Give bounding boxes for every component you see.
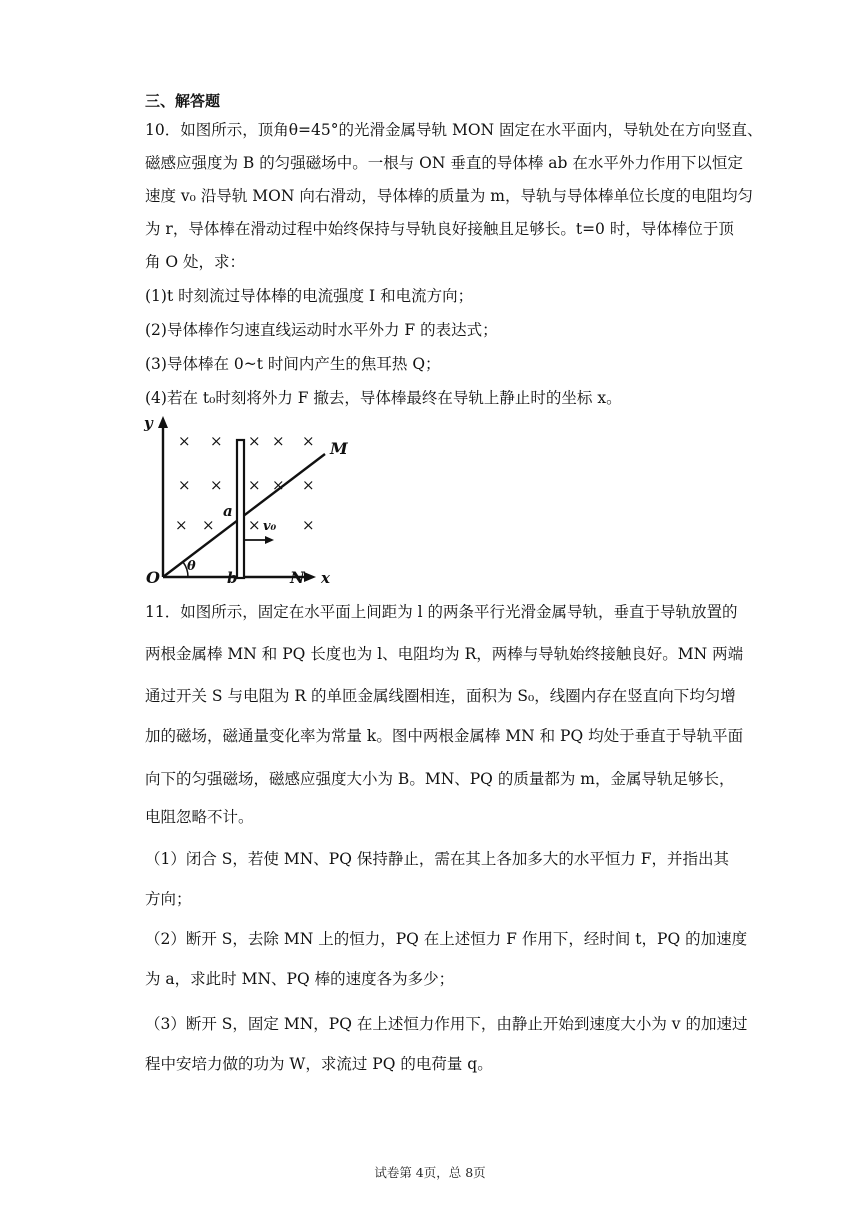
field-cross: × — [272, 476, 285, 494]
label-v0: v₀ — [263, 519, 277, 534]
q11-line: 向下的匀强磁场，磁感应强度大小为 B。MN、PQ 的质量都为 m，金属导轨足够长， — [145, 770, 735, 788]
q10-subquestion-4: (4)若在 t₀时刻将外力 F 撤去，导体棒最终在导轨上静止时的坐标 x。 — [145, 389, 622, 407]
field-cross: × — [178, 432, 191, 450]
q10-subquestion-3: (3)导体棒在 0~t 时间内产生的焦耳热 Q； — [145, 355, 441, 373]
q11-line: 电阻忽略不计。 — [145, 808, 254, 826]
field-cross: × — [210, 476, 223, 494]
field-cross: × — [248, 516, 261, 534]
q10-line: 为 r，导体棒在滑动过程中始终保持与导轨良好接触且足够长。t=0 时，导体棒位于顶 — [145, 220, 734, 238]
conductor-bar-ab — [237, 440, 244, 578]
label-x: x — [321, 569, 330, 584]
q11-line: 通过开关 S 与电阻为 R 的单匝金属线圈相连，面积为 S₀，线圈内存在竖直向下均匀增 — [145, 687, 736, 705]
label-theta: θ — [187, 559, 196, 574]
section-title: 三、解答题 — [145, 92, 221, 110]
q10-line: 速度 v₀ 沿导轨 MON 向右滑动，导体棒的质量为 m，导轨与导体棒单位长度的电阻均匀 — [145, 187, 753, 205]
q10-subquestion-2: (2)导体棒作匀速直线运动时水平外力 F 的表达式； — [145, 321, 498, 339]
field-cross: × — [272, 432, 285, 450]
q11-line: 两根金属棒 MN 和 PQ 长度也为 l、电阻均为 R，两棒与导轨始终接触良好。MN 两端 — [145, 645, 744, 663]
field-cross: × — [248, 432, 261, 450]
field-cross: × — [302, 516, 315, 534]
field-cross: × — [175, 516, 188, 534]
label-m: M — [330, 439, 348, 458]
page-footer: 试卷第 4页，总 8页 — [374, 1165, 486, 1180]
q11-line: 加的磁场，磁通量变化率为常量 k。图中两根金属棒 MN 和 PQ 均处于垂直于导轨平面 — [145, 727, 744, 745]
label-a: a — [223, 502, 233, 520]
field-cross: × — [202, 516, 215, 534]
q11-subquestion-2: （2）断开 S，去除 MN 上的恒力，PQ 在上述恒力 F 作用下，经时间 t，PQ 的加速度 — [145, 930, 748, 948]
q10-line: 10．如图所示，顶角θ=45°的光滑金属导轨 MON 固定在水平面内，导轨处在方向竖直、 — [145, 121, 763, 139]
label-y: y — [144, 414, 153, 432]
field-cross: × — [248, 476, 261, 494]
field-cross: × — [178, 476, 191, 494]
x-axis-arrow-icon — [304, 572, 316, 582]
q10-line: 磁感应强度为 B 的匀强磁场中。一根与 ON 垂直的导体棒 ab 在水平外力作用下以恒定 — [145, 154, 743, 172]
q11-subquestion-3-cont: 程中安培力做的功为 W，求流过 PQ 的电荷量 q。 — [145, 1055, 493, 1073]
label-b: b — [227, 569, 238, 584]
q11-subquestion-3: （3）断开 S，固定 MN，PQ 在上述恒力作用下，由静止开始到速度大小为 v 的加速过 — [145, 1015, 748, 1033]
q11-line: 11．如图所示，固定在水平面上间距为 l 的两条平行光滑金属导轨，垂直于导轨放置的 — [145, 603, 738, 621]
field-cross: × — [302, 476, 315, 494]
q11-subquestion-2-cont: 为 a，求此时 MN、PQ 棒的速度各为多少； — [145, 970, 455, 988]
field-cross: × — [210, 432, 223, 450]
q10-rail-figure — [140, 412, 360, 584]
q11-subquestion-1: （1）闭合 S，若使 MN、PQ 保持静止，需在其上各加多大的水平恒力 F，并指出其 — [145, 850, 730, 868]
y-axis-arrow-icon — [158, 416, 168, 428]
q10-line: 角 O 处，求： — [145, 253, 246, 271]
q10-subquestion-1: (1)t 时刻流过导体棒的电流强度 I 和电流方向； — [145, 287, 474, 305]
label-o: O — [146, 568, 160, 584]
q11-subquestion-1-cont: 方向； — [145, 890, 192, 908]
field-cross: × — [302, 432, 315, 450]
velocity-arrowhead-icon — [265, 536, 274, 544]
label-n: N — [290, 568, 305, 584]
